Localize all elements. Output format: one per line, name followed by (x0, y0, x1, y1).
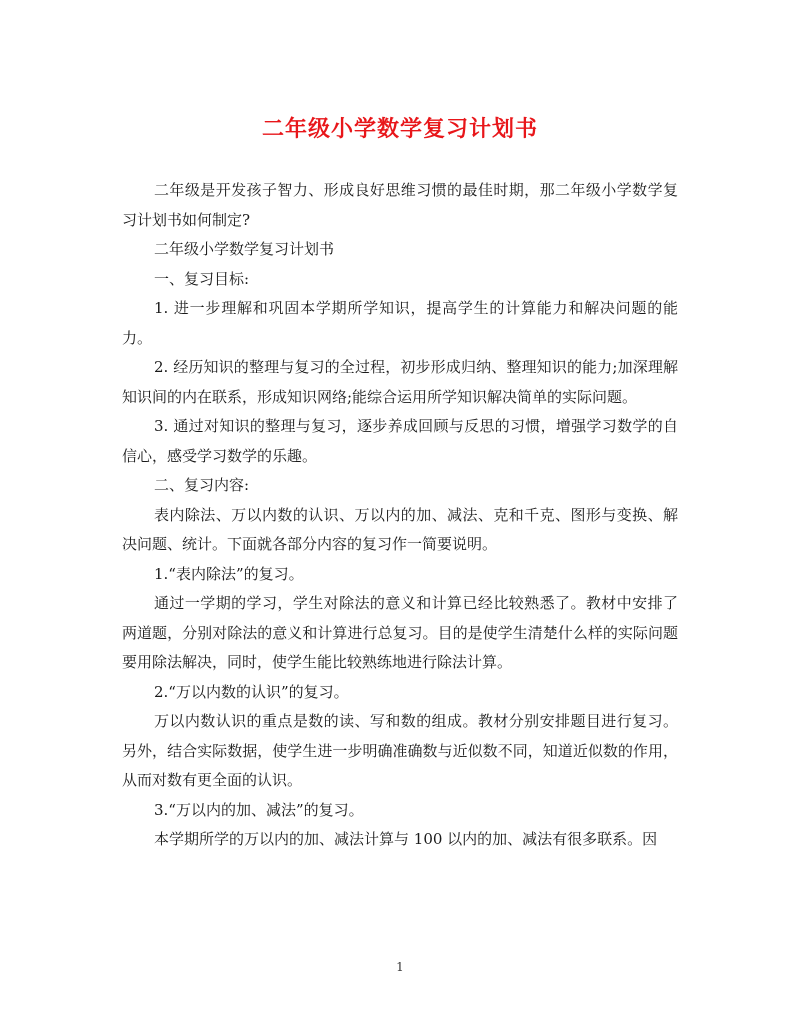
section-heading-content: 二、复习内容: (154, 476, 250, 494)
subheading-division: 1.“表内除法”的复习。 (154, 564, 304, 583)
paragraph-goal-1: 1. 进一步理解和巩固本学期所学知识，提高学生的计算能力和解决问题的能力。 (122, 299, 678, 347)
paragraph-subtitle: 二年级小学数学复习计划书 (154, 240, 335, 258)
paragraph-division: 通过一学期的学习，学生对除法的意义和计算已经比较熟悉了。教材中安排了两道题，分别对除法的意义和计算进行总复习。目的是使学生清楚什么样的实际问题要用除法解决，同时，使学生能比较熟练地进行除法计算。 (122, 594, 678, 671)
section-heading-goals: 一、复习目标: (154, 269, 250, 288)
paragraph-intro: 二年级是开发孩子智力、形成良好思维习惯的最佳时期，那二年级小学数学复习计划书如何制定? (122, 181, 678, 229)
paragraph-addition: 本学期所学的万以内的加、减法计算与 100 以内的加、减法有很多联系。因 (154, 830, 658, 848)
paragraph-content-summary: 表内除法、万以内数的认识、万以内的加、减法、克和千克、图形与变换、解决问题、统计。下面就各部分内容的复习作一简要说明。 (122, 505, 678, 553)
subheading-numbers: 2.“万以内数的认识”的复习。 (154, 682, 349, 701)
paragraph-goal-2: 2. 经历知识的整理与复习的全过程，初步形成归纳、整理知识的能力;加深理解知识间的内在联系，形成知识网络;能综合运用所学知识解决简单的实际问题。 (122, 358, 678, 406)
paragraph-goal-3: 3. 通过对知识的整理与复习，逐步养成回顾与反思的习惯，增强学习数学的自信心，感受学习数学的乐趣。 (122, 417, 678, 465)
document-body (122, 176, 678, 855)
paragraph-numbers: 万以内数认识的重点是数的读、写和数的组成。教材分别安排题目进行复习。另外，结合实际数据，使学生进一步明确准确数与近似数不同，知道近似数的作用，从而对数有更全面的认识。 (122, 712, 678, 789)
page-number: 1 (396, 960, 404, 974)
document-title: 二年级小学数学复习计划书 (261, 116, 538, 142)
subheading-addition: 3.“万以内的加、减法”的复习。 (154, 800, 364, 819)
